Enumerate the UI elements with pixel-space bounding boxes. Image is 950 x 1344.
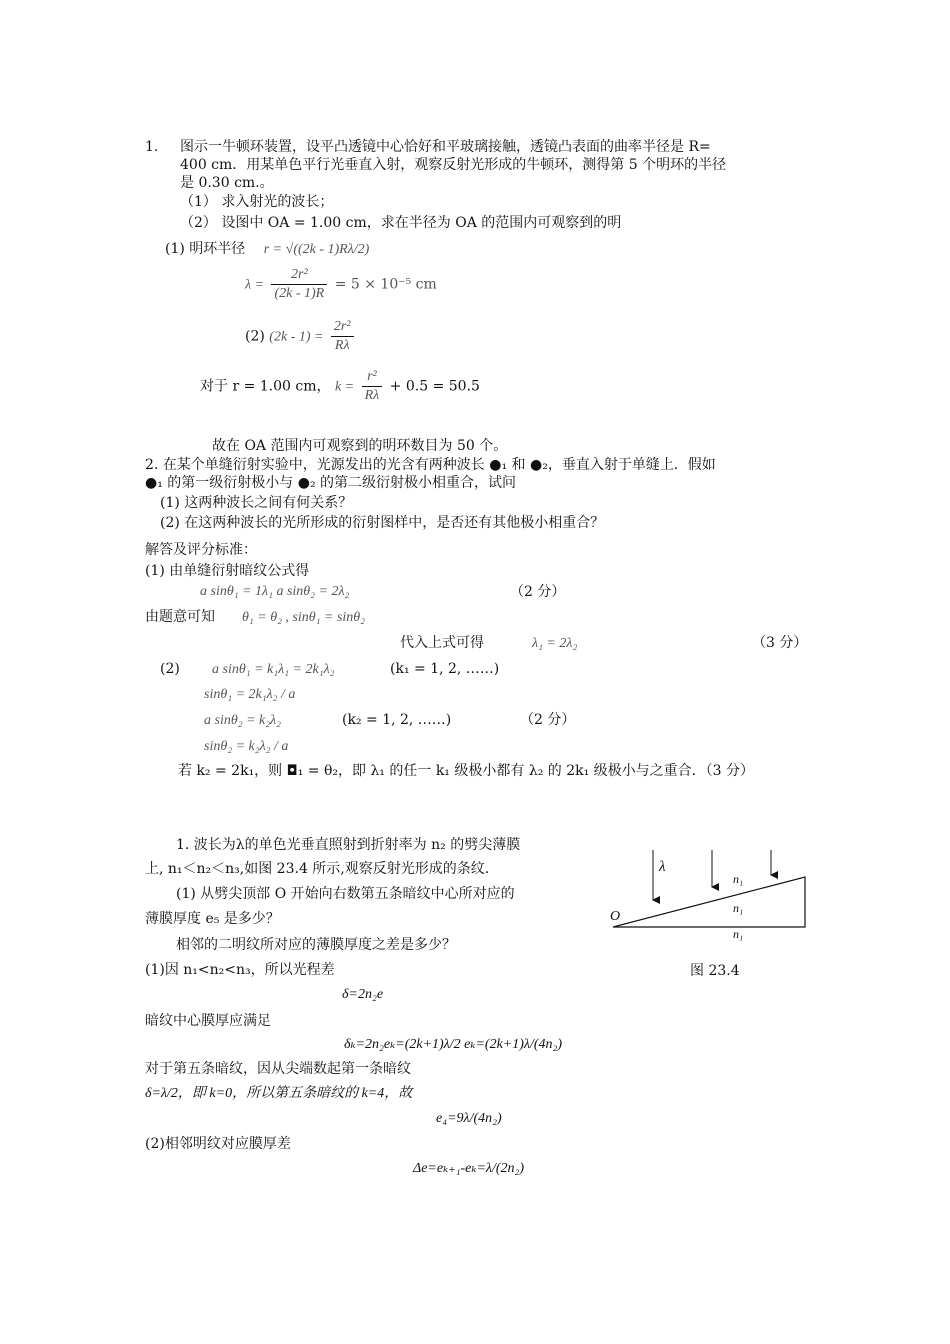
p3-answer2: 暗纹中心膜厚应满足: [145, 1013, 271, 1029]
p1-step3-den: Rλ: [364, 388, 380, 403]
p1-step3-rhs: + 0.5 = 50.5: [389, 378, 480, 395]
p1-lambda-num: 2r²: [271, 266, 327, 285]
p1-question2: （2） 设图中 OA = 1.00 cm，求在半径为 OA 的范围内可观察到的明: [180, 215, 622, 231]
medium-label-mid: n₁: [733, 901, 744, 915]
p3-eq2: δₖ=2n₂eₖ=(2k+1)λ/2 eₖ=(2k+1)λ/(4n₂): [344, 1037, 563, 1052]
p1-step3-fraction: [362, 368, 383, 405]
medium-label-top: n₁: [733, 872, 744, 886]
p2-score3: （3 分）: [752, 635, 808, 651]
p3-answer3: 对于第五条暗纹，因从尖端数起第一条暗纹: [145, 1061, 411, 1077]
p2-eq2: θ₁ = θ₂ , sinθ₁ = sinθ₂: [242, 610, 366, 625]
p3-answer4: δ=λ/2，即 k=0，所以第五条暗纹的 k=4，故: [145, 1086, 413, 1101]
p1-line3: 是 0.30 cm.。: [180, 175, 274, 191]
wedge-shape: [613, 877, 805, 927]
p2-eq4: a sinθ₁ = k₁λ₁ = 2k₁λ₂: [212, 662, 335, 677]
p1-question1: （1） 求入射光的波长；: [180, 194, 334, 210]
p3-question2: 相邻的二明纹所对应的薄膜厚度之差是多少？: [176, 937, 456, 953]
p3-answer5: (2)相邻明纹对应膜厚差: [145, 1136, 291, 1152]
p1-lambda-fraction: [271, 266, 327, 303]
p1-lambda-rhs: = 5 × 10⁻⁵ cm: [334, 276, 437, 293]
p3-eq1: δ=2n₂e: [342, 987, 384, 1002]
medium-label-bottom: n₁: [733, 927, 744, 941]
p3-answer1: (1)因 n₁<n₂<n₃，所以光程差: [145, 962, 335, 978]
p2-eq7: sinθ₂ = k₂λ₂ / a: [204, 739, 289, 754]
p1-step3-num: r²: [362, 368, 383, 387]
p1-conclusion: 故在 OA 范围内可观察到的明环数目为 50 个。: [212, 438, 508, 454]
p2-final: 若 k₂ = 2k₁，则 ◘₁ = θ₂，即 λ₁ 的任一 k₁ 级极小都有 λ₂ 的 2k₁ 级极小与之重合．（3 分）: [178, 763, 755, 779]
p2-part2-label: (2): [160, 661, 180, 677]
p2-answer3-label: 代入上式可得: [400, 635, 484, 651]
p1-step3: [200, 368, 480, 405]
p2-question2: (2) 在这两种波长的光所形成的衍射图样中，是否还有其他极小相重合？: [160, 515, 605, 531]
p2-question1: (1) 这两种波长之间有何关系？: [160, 495, 353, 511]
p1-step2-label: (2): [245, 328, 265, 345]
p2-score6: （2 分）: [520, 712, 576, 728]
p2-answer1: (1) 由单缝衍射暗纹公式得: [145, 563, 310, 579]
lambda-label: λ: [659, 859, 666, 875]
p2-eq5: sinθ₁ = 2k₁λ₂ / a: [204, 687, 296, 702]
p1-step1-label: (1) 明环半径: [165, 241, 246, 257]
p3-eq3: e₄=9λ/(4n₂): [436, 1111, 502, 1126]
p2-answer-title: 解答及评分标准：: [145, 542, 257, 558]
p3-line1: 1. 波长为λ的单色光垂直照射到折射率为 n₂ 的劈尖薄膜: [176, 837, 521, 853]
p1-lambda-eq: [245, 266, 437, 303]
p1-step2-fraction: [331, 318, 354, 355]
p1-step2-den: Rλ: [334, 338, 350, 353]
p2-eq6: a sinθ₂ = k₂λ₂: [204, 713, 282, 728]
p1-step3-label: 对于 r = 1.00 cm，: [200, 378, 331, 395]
p1-step2-num: 2r²: [331, 318, 354, 337]
p2-eq6-note: (k₂ = 1, 2, ……): [342, 712, 452, 728]
p1-lambda-lhs: λ =: [245, 277, 265, 293]
figure-caption: 图 23.4: [690, 963, 740, 979]
p1-step1: [165, 240, 369, 259]
p1-line1: 图示一牛顿环装置，设平凸透镜中心恰好和平玻璃接触，透镜凸表面的曲率半径是 R=: [180, 139, 711, 155]
p1-step2-lhs: (2k - 1) =: [269, 329, 324, 345]
vertex-label-O: O: [610, 909, 621, 924]
p3-question1a: (1) 从劈尖顶部 O 开始向右数第五条暗纹中心所对应的: [176, 886, 515, 902]
p3-eq4: Δe=eₖ₊₁-eₖ=λ/(2n₂): [413, 1161, 525, 1176]
p1-step1-formula: r = √((2k - 1)Rλ/2): [263, 242, 370, 257]
p2-eq1: a sinθ₁ = 1λ₁ a sinθ₂ = 2λ₂: [200, 584, 350, 599]
p1-line2: 400 cm．用某单色平行光垂直入射，观察反射光形成的牛顿环，测得第 5 个明环的半径: [180, 157, 727, 173]
p3-line2: 上, n₁＜n₂＜n₃,如图 23.4 所示,观察反射光形成的条纹.: [145, 861, 490, 877]
p2-score1: （2 分）: [510, 584, 566, 600]
p2-eq4-note: (k₁ = 1, 2, ……): [390, 661, 500, 677]
p1-step3-lhs: k =: [334, 379, 355, 395]
p2-eq3: λ₁ = 2λ₂: [532, 636, 578, 651]
p3-question1b: 薄膜厚度 e₅ 是多少？: [145, 911, 280, 927]
p2-line1: 2. 在某个单缝衍射实验中，光源发出的光含有两种波长 ●₁ 和 ●₂，垂直入射于单缝上．假如: [145, 457, 716, 473]
p2-answer2-label: 由题意可知: [145, 609, 215, 625]
p1-lambda-den: (2k - 1)R: [274, 286, 325, 301]
p1-step2: [245, 318, 357, 355]
p2-line2: ●₁ 的第一级衍射极小与 ●₂ 的第二级衍射极小相重合，试问: [145, 475, 517, 491]
p1-number: 1.: [145, 139, 159, 155]
